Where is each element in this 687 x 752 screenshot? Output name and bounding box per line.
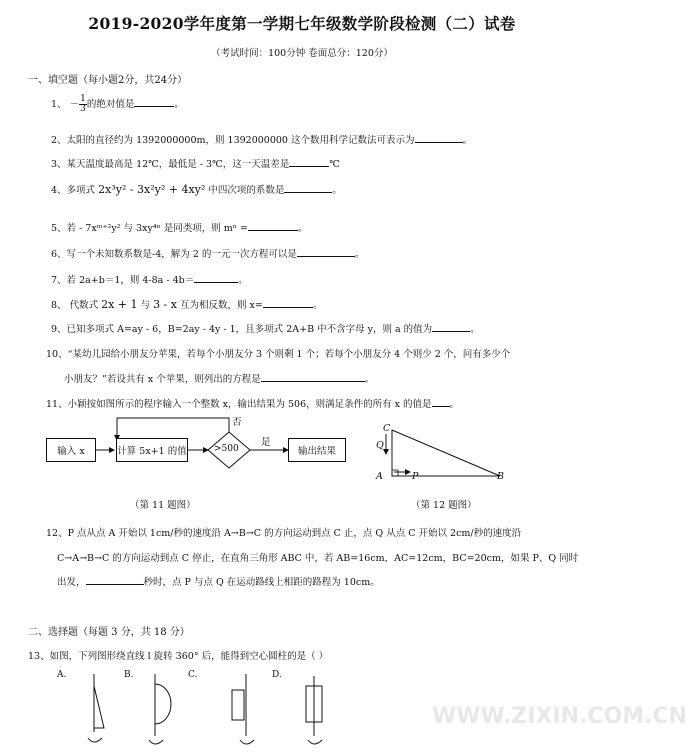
rotation-arrow-icon (149, 740, 163, 744)
q11-text: 11、小颖按如图所示的程序输入一个整数 x，输出结果为 506，则满足条件的所有 x 的值是 (46, 399, 432, 410)
option-a-figure (80, 672, 116, 750)
triangle-label-c: C (383, 423, 391, 434)
flow-condition-text: >500 (214, 444, 239, 454)
option-b-figure (145, 672, 185, 750)
question-4: 4、多项式 2x³y² - 3x²y² + 4xy² 中四次项的系数是 。 (51, 183, 342, 196)
question-10-line-2: 小朋友？”若设共有 x 个苹果，则列出的方程是 。 (64, 374, 375, 385)
question-9: 9、已知多项式 A=ay - 6，B=2ay - 4y - 1，且多项式 2A+B 中不含字母 y，则 a 的值为 。 (51, 324, 480, 335)
q1-number: 1、 (51, 99, 67, 110)
q8-text: 互为相反数，则 x= (176, 300, 263, 311)
q7-answer-blank[interactable] (194, 273, 238, 283)
question-13: 13、如图，下列图形绕直线 l 旋转 360° 后，能得到空心圆柱的是（ ） (28, 651, 329, 662)
section-2-heading: 二、选择题（每题 3 分，共 18 分） (28, 627, 190, 638)
q9-text: 9、已知多项式 A=ay - 6，B=2ay - 4y - 1，且多项式 2A+B 中不含字母 y，则 a 的值为 (51, 324, 433, 335)
flow-compute-box: 计算 5x+1 的值 (116, 438, 188, 462)
q8-expr-1: 2x + 1 (101, 298, 138, 311)
q5-text: 5、若 - 7xᵐ⁺²y² 与 3xy⁴ⁿ 是同类项，则 mⁿ = (51, 223, 248, 234)
question-11: 11、小颖按如图所示的程序输入一个整数 x，输出结果为 506，则满足条件的所有 x 的值是 。 (46, 399, 460, 410)
flow-loop-back-arrow (117, 418, 229, 440)
option-c-label[interactable]: C. (188, 670, 198, 680)
q1-answer-blank[interactable] (134, 97, 174, 107)
q8-answer-blank[interactable] (263, 298, 313, 308)
q2-answer-blank[interactable] (415, 133, 463, 143)
option-b-label[interactable]: B. (124, 670, 134, 680)
question-5: 5、若 - 7xᵐ⁺²y² 与 3xy⁴ⁿ 是同类项，则 mⁿ = 。 (51, 223, 308, 234)
triangle-shape (94, 686, 104, 728)
question-2: 2、太阳的直径约为 1392000000m，则 1392000000 这个数用科学记数法可表示为 。 (51, 135, 473, 146)
right-angle-mark (392, 470, 398, 476)
q9-answer-blank[interactable] (432, 322, 470, 332)
section-1-heading: 一、填空题（每小题2分，共24分） (28, 75, 188, 86)
q2-text: 2、太阳的直径约为 1392000000m，则 1392000000 这个数用科学记数法可表示为 (51, 135, 415, 146)
flow-input-box: 输入 x (46, 438, 96, 462)
flow-no-label: 否 (232, 417, 242, 428)
q10-answer-blank[interactable] (261, 372, 365, 382)
q1-text: 的绝对值是 (86, 99, 135, 110)
flow-output-box: 输出结果 (288, 438, 346, 462)
q3-text: 3、某天温度最高是 12℃，最低是 - 3℃，这一天温差是 (51, 159, 290, 170)
flow-yes-label: 是 (261, 437, 271, 448)
q4-text: 中四次项的系数是 (205, 185, 285, 196)
triangle-abc (392, 430, 500, 476)
rectangle-shape (232, 690, 244, 720)
triangle-label-b: B (497, 471, 504, 482)
triangle-label-q: Q (376, 440, 384, 451)
watermark: WWW.ZIXIN.COM.CN (432, 704, 687, 729)
q11-answer-blank[interactable] (432, 397, 450, 407)
q8-expr-2: 3 - x (153, 298, 177, 311)
q3-answer-blank[interactable] (289, 157, 329, 167)
triangle-label-p: P (412, 471, 419, 482)
q5-answer-blank[interactable] (248, 221, 298, 231)
figure-11-caption: （第 11 题图） (130, 500, 196, 511)
question-6: 6、写一个未知数系数是-4，解为 2 的一元一次方程可以是 。 (51, 249, 365, 260)
q4-answer-blank[interactable] (284, 183, 332, 193)
q6-answer-blank[interactable] (297, 247, 355, 257)
q4-polynomial: 2x³y² - 3x²y² + 4xy² (98, 183, 206, 196)
semicircle-shape (155, 684, 171, 724)
q1-negative-sign: － (69, 99, 80, 110)
rotation-arrow-icon (88, 738, 102, 742)
figure-12-caption: （第 12 题图） (411, 500, 477, 511)
q6-text: 6、写一个未知数系数是-4，解为 2 的一元一次方程可以是 (51, 249, 297, 260)
rotation-arrow-icon (240, 740, 254, 744)
q7-text: 7、若 2a+b＝1，则 4-8a - 4b＝ (51, 275, 195, 286)
question-12-line-2: C→A→B→C 的方向运动到点 C 停止，在直角三角形 ABC 中，若 AB=16cm，AC=12cm，BC=20cm，如果 P、Q 同时 (57, 553, 579, 564)
question-10-line-1: 10、“某幼儿园给小朋友分苹果，若每个小朋友分 3 个则剩 1 个；若每个小朋友分 4 个则少 2 个，问有多少个 (46, 349, 511, 360)
exam-title: 2019-2020学年度第一学期七年级数学阶段检测（二）试卷 (88, 14, 516, 33)
rotation-arrow-icon (308, 740, 322, 744)
question-1: 1、 － $\frac{1}{3}$ 的绝对值是 。 (51, 94, 184, 114)
question-8: 8、 代数式 2x + 1 与 3 - x 互为相反数，则 x= 。 (51, 298, 323, 311)
q1-fraction: $\frac{1}{3}$ (80, 94, 86, 114)
exam-subtitle: （考试时间：100分钟 卷面总分：120分） (211, 48, 393, 59)
question-12-line-3: 出发， 秒时，点 P 与点 Q 在运动路线上相距的路程为 10cm。 (57, 577, 380, 588)
triangle-label-a: A (376, 471, 383, 482)
option-d-label[interactable]: D. (272, 670, 282, 680)
question-7: 7、若 2a+b＝1，则 4-8a - 4b＝ 。 (51, 275, 248, 286)
question-3: 3、某天温度最高是 12℃，最低是 - 3℃，这一天温差是 ℃ (51, 159, 340, 170)
q12-answer-blank[interactable] (86, 575, 144, 585)
question-12-line-1: 12、P 点从点 A 开始以 1cm/秒的速度沿 A→B→C 的方向运动到点 C 止，点 Q 从点 C 开始以 2cm/秒的速度沿 (46, 528, 522, 539)
option-a-label[interactable]: A. (57, 670, 67, 680)
option-d-figure (300, 672, 340, 750)
option-c-figure (222, 672, 262, 750)
